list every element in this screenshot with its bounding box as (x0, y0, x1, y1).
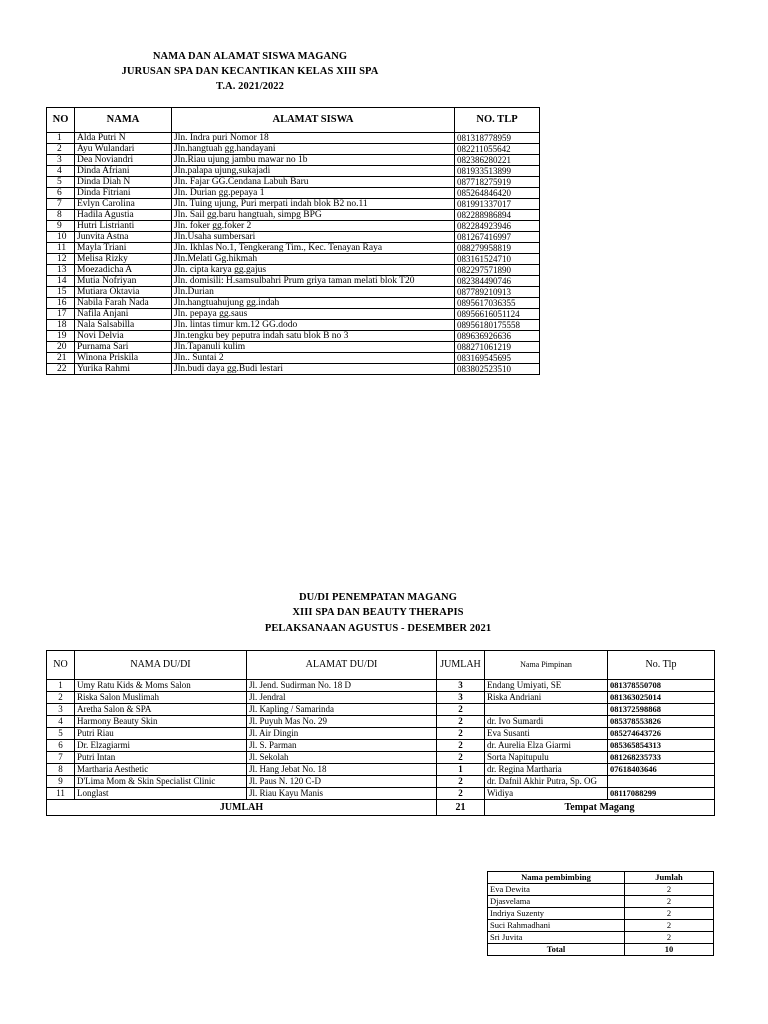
cell: 087789210913 (455, 287, 540, 298)
cell: Jln. foker gg.foker 2 (172, 221, 455, 232)
cell: 1 (437, 764, 485, 776)
cell: Jl. Paus N. 120 C-D (247, 776, 437, 788)
cell: Jl. Jendral (247, 692, 437, 704)
title-1-line-1: NAMA DAN ALAMAT SISWA MAGANG (152, 51, 348, 62)
cell: Eva Dewita (488, 884, 625, 896)
cell: Jl. Air Dingin (247, 728, 437, 740)
cell: 2 (437, 788, 485, 800)
cell: Jln. lintas timur km.12 GG.dodo (172, 320, 455, 331)
cell: 083802523510 (455, 364, 540, 375)
cell: dr. Regina Martharia (485, 764, 608, 776)
title-2-line-1: DU/DI PENEMPATAN MAGANG (298, 592, 458, 603)
placement-row (47, 752, 715, 764)
cell: Umy Ratu Kids & Moms Salon (75, 680, 247, 692)
cell: Jl. Jend. Sudirman No. 18 D (247, 680, 437, 692)
placement-row (47, 680, 715, 692)
cell: Suci Rahmadhani (488, 920, 625, 932)
cell: Sri Juvita (488, 932, 625, 944)
cell: Jln. Fajar GG.Cendana Labuh Baru (172, 177, 455, 188)
cell: Sorta Napitupulu (485, 752, 608, 764)
cell: 081991337017 (455, 199, 540, 210)
cell: Jln.Melati Gg.hikmah (172, 254, 455, 265)
placement-row (47, 764, 715, 776)
student-row (47, 221, 540, 232)
cell: Widiya (485, 788, 608, 800)
cell: 7 (47, 752, 75, 764)
cell: 083161524710 (455, 254, 540, 265)
cell: 083169545695 (455, 353, 540, 364)
cell: Nafila Anjani (75, 309, 172, 320)
cell: Novi Delvia (75, 331, 172, 342)
cell: Jln. Sail gg.baru hangtuah, simpg BPG (172, 210, 455, 221)
cell: Jln. cipta karya gg.gajus (172, 265, 455, 276)
supervisor-row (488, 908, 714, 920)
cell: Jln. domisili: H.samsulbahri Prum griya taman melati blok T20 (172, 276, 455, 287)
student-row (47, 309, 540, 320)
cell: 081933513899 (455, 166, 540, 177)
student-row (47, 232, 540, 243)
placement-row (47, 788, 715, 800)
title-2-line-3: PELAKSANAAN AGUSTUS - DESEMBER 2021 (264, 623, 492, 634)
cell: Ayu Wulandari (75, 144, 172, 155)
title-2-line-2: XIII SPA DAN BEAUTY THERAPIS (292, 607, 464, 618)
cell: Endang Umiyati, SE (485, 680, 608, 692)
cell: Jl. S. Parman (247, 740, 437, 752)
cell: Jln.hangtuah gg.handayani (172, 144, 455, 155)
placement-row (47, 776, 715, 788)
cell: 081268235733 (608, 752, 715, 764)
cell: Purnama Sari (75, 342, 172, 353)
cell: 085264846420 (455, 188, 540, 199)
cell: Jln.Usaha sumbersari (172, 232, 455, 243)
header-nama-pimpinan: Nama Pimpinan (485, 651, 608, 680)
cell: 088271061219 (455, 342, 540, 353)
cell: Jln.tengku bey peputra indah satu blok B no 3 (172, 331, 455, 342)
student-row (47, 188, 540, 199)
cell: Riska Salon Muslimah (75, 692, 247, 704)
cell: 18 (47, 320, 75, 331)
cell: 2 (437, 704, 485, 716)
student-row (47, 133, 540, 144)
placement-row (47, 728, 715, 740)
student-row (47, 276, 540, 287)
cell: Eva Susanti (485, 728, 608, 740)
cell: Putri Riau (75, 728, 247, 740)
placement-row (47, 716, 715, 728)
cell: Jln.hangtuahujung gg.indah (172, 298, 455, 309)
cell: 085365854313 (608, 740, 715, 752)
cell: 6 (47, 740, 75, 752)
student-row (47, 331, 540, 342)
cell: 2 (437, 776, 485, 788)
cell: Aretha Salon & SPA (75, 704, 247, 716)
cell: 17 (47, 309, 75, 320)
supervisor-row (488, 884, 714, 896)
cell: Jln. Durian gg.pepaya 1 (172, 188, 455, 199)
cell: 10 (47, 232, 75, 243)
header-jumlah: Jumlah (625, 872, 714, 884)
cell: Jln.budi daya gg.Budi lestari (172, 364, 455, 375)
supervisor-table (487, 871, 714, 956)
cell: 082211055642 (455, 144, 540, 155)
placement-table (46, 650, 715, 816)
cell: Mayla Triani (75, 243, 172, 254)
cell (608, 776, 715, 788)
cell: 081378550708 (608, 680, 715, 692)
cell: Jln. Ikhlas No.1, Tengkerang Tim., Kec. Tenayan Raya (172, 243, 455, 254)
student-row (47, 298, 540, 309)
cell: Jln.palapa ujung,sukajadi (172, 166, 455, 177)
supervisor-row (488, 920, 714, 932)
supervisor-row (488, 932, 714, 944)
cell: Longlast (75, 788, 247, 800)
cell: dr. Ivo Sumardi (485, 716, 608, 728)
cell: 3 (47, 704, 75, 716)
cell: Jl. Riau Kayu Manis (247, 788, 437, 800)
cell: 11 (47, 243, 75, 254)
cell: 8 (47, 210, 75, 221)
cell: 2 (625, 884, 714, 896)
student-row (47, 199, 540, 210)
cell: 9 (47, 221, 75, 232)
cell: 3 (47, 155, 75, 166)
total-value: 21 (437, 800, 485, 816)
cell (485, 704, 608, 716)
cell: Jln. pepaya gg.saus (172, 309, 455, 320)
cell: 082288986894 (455, 210, 540, 221)
cell: D'Lima Mom & Skin Specialist Clinic (75, 776, 247, 788)
cell: Nala Salsabilla (75, 320, 172, 331)
cell: 6 (47, 188, 75, 199)
student-row (47, 243, 540, 254)
cell: 08956616051124 (455, 309, 540, 320)
cell: 085274643726 (608, 728, 715, 740)
cell: 2 (625, 932, 714, 944)
cell: 082384490746 (455, 276, 540, 287)
cell: Harmony Beauty Skin (75, 716, 247, 728)
cell: 07618403646 (608, 764, 715, 776)
cell: 12 (47, 254, 75, 265)
cell: Indriya Suzenty (488, 908, 625, 920)
student-row (47, 166, 540, 177)
student-row (47, 155, 540, 166)
cell: Riska Andriani (485, 692, 608, 704)
cell: Dr. Elzagiarmi (75, 740, 247, 752)
cell: 0895617036355 (455, 298, 540, 309)
student-row (47, 287, 540, 298)
cell: Putri Intan (75, 752, 247, 764)
cell: 4 (47, 716, 75, 728)
cell: Nabila Farah Nada (75, 298, 172, 309)
cell: 081363025014 (608, 692, 715, 704)
cell: Moezadicha A (75, 265, 172, 276)
total-label: JUMLAH (47, 800, 437, 816)
cell: Dinda Diah N (75, 177, 172, 188)
cell: 082297571890 (455, 265, 540, 276)
cell: Jl. Sekolah (247, 752, 437, 764)
cell: 089636926636 (455, 331, 540, 342)
placement-row (47, 740, 715, 752)
cell: Evlyn Carolina (75, 199, 172, 210)
cell: Dea Noviandri (75, 155, 172, 166)
cell: 20 (47, 342, 75, 353)
cell: dr. Aurelia Elza Giarmi (485, 740, 608, 752)
cell: Dinda Afriani (75, 166, 172, 177)
header-nama-pembimbing: Nama pembimbing (488, 872, 625, 884)
cell: 087718275919 (455, 177, 540, 188)
cell: 1 (47, 680, 75, 692)
cell: 08117088299 (608, 788, 715, 800)
header-nama-dudi: NAMA DU/DI (75, 651, 247, 680)
cell: Jl. Hang Jebat No. 18 (247, 764, 437, 776)
cell: 2 (437, 740, 485, 752)
cell: 3 (437, 680, 485, 692)
cell: 15 (47, 287, 75, 298)
supervisor-total-row (488, 944, 714, 956)
header-no: NO (47, 651, 75, 680)
header-alamat-dudi: ALAMAT DU/DI (247, 651, 437, 680)
student-row (47, 364, 540, 375)
student-row (47, 320, 540, 331)
cell: 4 (47, 166, 75, 177)
total-label: Total (488, 944, 625, 956)
total-value: 10 (625, 944, 714, 956)
cell: Winona Priskila (75, 353, 172, 364)
cell: Jln.Tapanuli kulim (172, 342, 455, 353)
placement-row (47, 704, 715, 716)
cell: 14 (47, 276, 75, 287)
cell: 16 (47, 298, 75, 309)
cell: 19 (47, 331, 75, 342)
cell: Jl. Puyuh Mas No. 29 (247, 716, 437, 728)
placement-total-row (47, 800, 715, 816)
cell: Hadila Agustia (75, 210, 172, 221)
student-row (47, 254, 540, 265)
cell: 2 (47, 144, 75, 155)
student-row (47, 265, 540, 276)
cell: 22 (47, 364, 75, 375)
placement-table-header (47, 651, 715, 680)
cell: Yurika Rahmi (75, 364, 172, 375)
cell: 088279958819 (455, 243, 540, 254)
supervisor-row (488, 896, 714, 908)
student-table-header (47, 108, 540, 133)
cell: 1 (47, 133, 75, 144)
cell: Alda Putri N (75, 133, 172, 144)
cell: 9 (47, 776, 75, 788)
cell: Melisa Rizky (75, 254, 172, 265)
title-1-line-2: JURUSAN SPA DAN KECANTIKAN KELAS XIII SPA (121, 66, 379, 77)
student-row (47, 144, 540, 155)
student-row (47, 353, 540, 364)
cell: 2 (625, 896, 714, 908)
cell: 081318778959 (455, 133, 540, 144)
student-row (47, 210, 540, 221)
cell: Hutri Listrianti (75, 221, 172, 232)
cell: 11 (47, 788, 75, 800)
cell: 5 (47, 177, 75, 188)
cell: Jln.Riau ujung jambu mawar no 1b (172, 155, 455, 166)
cell: 2 (437, 716, 485, 728)
cell: 8 (47, 764, 75, 776)
cell: Dinda Fitriani (75, 188, 172, 199)
cell: Jln. Tuing ujung, Puri merpati indah blok B2 no.11 (172, 199, 455, 210)
cell: Mutia Nofriyan (75, 276, 172, 287)
cell: 08956180175558 (455, 320, 540, 331)
cell: 2 (437, 728, 485, 740)
student-row (47, 177, 540, 188)
header-no-tlp: No. Tlp (608, 651, 715, 680)
cell: Jln. Indra puri Nomor 18 (172, 133, 455, 144)
cell: 5 (47, 728, 75, 740)
cell: 13 (47, 265, 75, 276)
cell: 081267416997 (455, 232, 540, 243)
supervisor-table-header (488, 872, 714, 884)
student-row (47, 342, 540, 353)
cell: 085378553826 (608, 716, 715, 728)
cell: 082386280221 (455, 155, 540, 166)
cell: Jln.Durian (172, 287, 455, 298)
header-alamat: ALAMAT SISWA (172, 108, 455, 133)
tempat-magang-label: Tempat Magang (485, 800, 715, 816)
cell: 21 (47, 353, 75, 364)
cell: dr. Dafnil Akhir Putra, Sp. OG (485, 776, 608, 788)
student-table (46, 107, 540, 375)
cell: 2 (625, 908, 714, 920)
cell: Mutiara Oktavia (75, 287, 172, 298)
cell: 3 (437, 692, 485, 704)
header-jumlah: JUMLAH (437, 651, 485, 680)
cell: 2 (625, 920, 714, 932)
cell: Martharia Aesthetic (75, 764, 247, 776)
cell: Jln.. Suntai 2 (172, 353, 455, 364)
header-no: NO (47, 108, 75, 133)
header-tlp: NO. TLP (455, 108, 540, 133)
cell: Junvita Astna (75, 232, 172, 243)
cell: 081372598868 (608, 704, 715, 716)
cell: 082284923946 (455, 221, 540, 232)
cell: 2 (47, 692, 75, 704)
header-nama: NAMA (75, 108, 172, 133)
title-1-line-3: T.A. 2021/2022 (216, 81, 284, 92)
cell: 7 (47, 199, 75, 210)
placement-row (47, 692, 715, 704)
cell: Djasvelama (488, 896, 625, 908)
cell: Jl. Kapling / Samarinda (247, 704, 437, 716)
cell: 2 (437, 752, 485, 764)
